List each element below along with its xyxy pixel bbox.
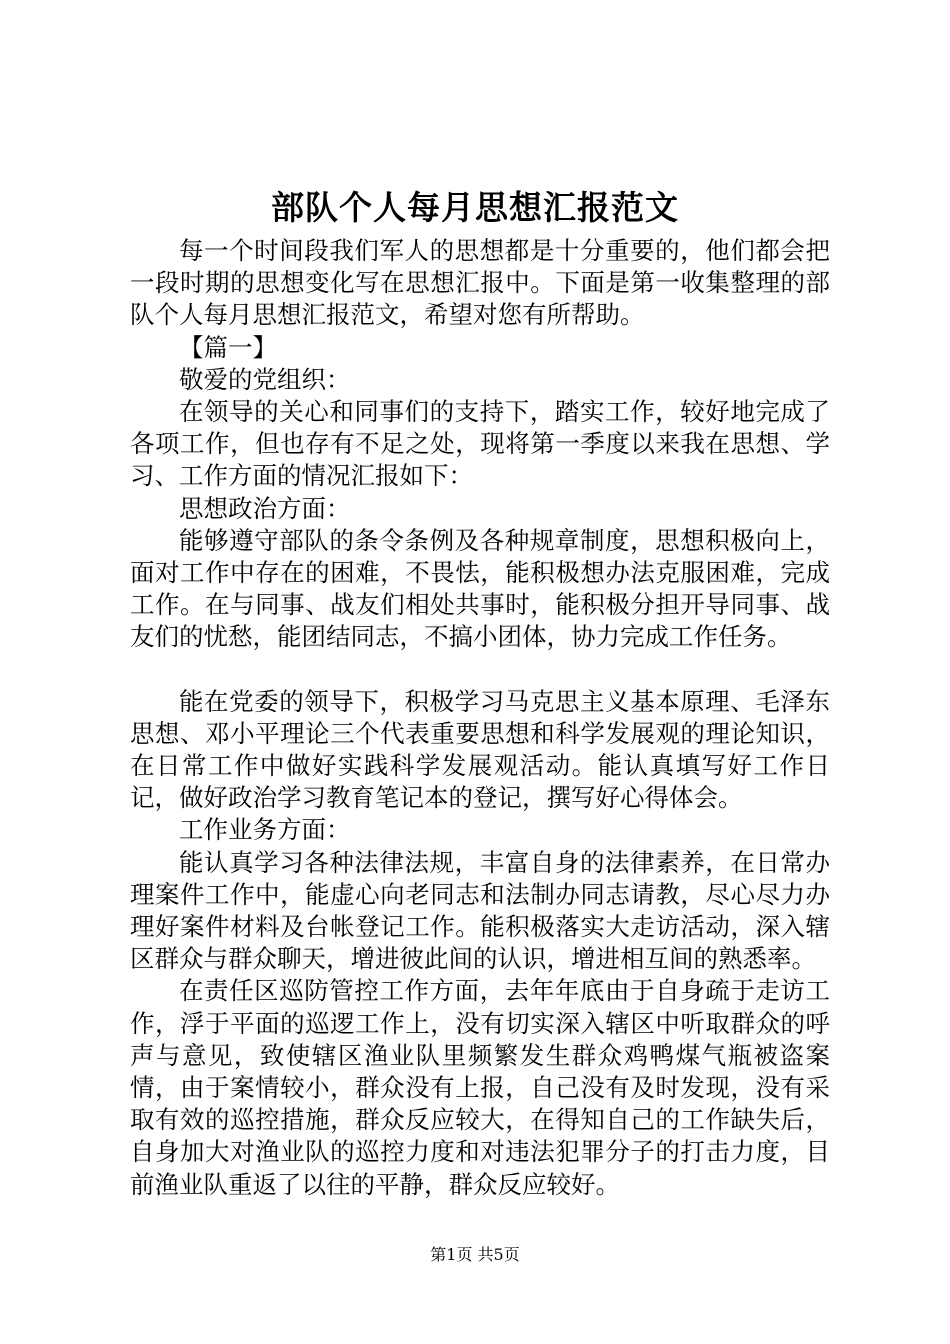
page-footer: 第1页 共5页 [430, 1245, 520, 1264]
document-title: 部队个人每月思想汇报范文 [271, 188, 679, 227]
section-heading-part-one: 【篇一】 [179, 332, 277, 362]
opening-paragraph: 在领导的关心和同事们的支持下，踏实工作，较好地完成了各项工作，但也存有不足之处，现将第一季度以来我在思想、学习、工作方面的情况汇报如下： [130, 397, 830, 491]
paragraph-spacer [130, 654, 830, 686]
salutation: 敬爱的党组织： [179, 364, 351, 394]
political-thought-paragraph: 能够遵守部队的条令条例及各种规章制度，思想积极向上，面对工作中存在的困难，不畏怯，能积极想办法克服困难，完成工作。在与同事、战友们相处共事时，能积极分担开导同事、战友们的忧愁，能团结同志，不搞小团体，协力完成工作任务。 [130, 525, 830, 652]
patrol-control-paragraph: 在责任区巡防管控工作方面，去年年底由于自身疏于走访工作，浮于平面的巡逻工作上，没有切实深入辖区中听取群众的呼声与意见，致使辖区渔业队里频繁发生群众鸡鸭煤气瓶被盗案情，由于案情较小，群众没有上报，自己没有及时发现，没有采取有效的巡控措施，群众反应较大，在得知自己的工作缺失后，自身加大对渔业队的巡控力度和对违法犯罪分子的打击力度，目前渔业队重返了以往的平静，群众反应较好。 [130, 976, 830, 1199]
document-body [130, 235, 830, 1201]
intro-paragraph: 每一个时间段我们军人的思想都是十分重要的，他们都会把一段时期的思想变化写在思想汇报中。下面是第一收集整理的部队个人每月思想汇报范文，希望对您有所帮助。 [130, 236, 830, 330]
subheading-political-thought: 思想政治方面： [179, 493, 351, 523]
subheading-work-business: 工作业务方面： [179, 815, 351, 845]
work-business-paragraph: 能认真学习各种法律法规，丰富自身的法律素养，在日常办理案件工作中，能虚心向老同志和法制办同志请教，尽心尽力办理好案件材料及台帐登记工作。能积极落实大走访活动，深入辖区群众与群众聊天，增进彼此间的认识，增进相互间的熟悉率。 [130, 847, 830, 974]
study-paragraph: 能在党委的领导下，积极学习马克思主义基本原理、毛泽东思想、邓小平理论三个代表重要思想和科学发展观的理论知识，在日常工作中做好实践科学发展观活动。能认真填写好工作日记，做好政治学习教育笔记本的登记，撰写好心得体会。 [130, 686, 830, 813]
